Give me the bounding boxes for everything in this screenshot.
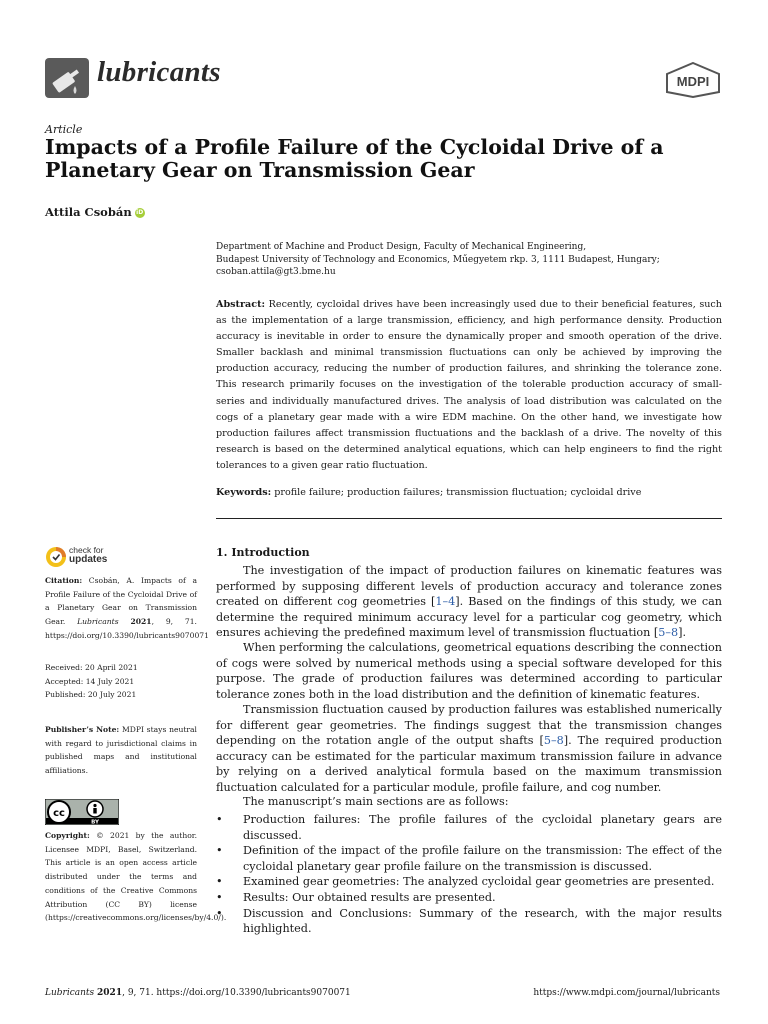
citation-link[interactable]: 5–8 <box>543 734 564 748</box>
citation-link[interactable]: 1–4 <box>435 595 456 609</box>
citation-text: Csobán, A. Impacts of a Profile Failure of the Cycloidal Drive of a Planetary Gear on Transmission Gear. <box>45 576 197 627</box>
published-date: Published: 20 July 2021 <box>45 690 137 700</box>
keywords-label: Keywords: <box>216 487 272 498</box>
author-row <box>45 205 145 219</box>
paragraph: Transmission fluctuation caused by production failures was established numerically for different gear geometries. The findings suggest that the transmission changes depending on the rotation angle of the output shafts [5–8]. The required production accuracy can be estimated for the particular maximum transmission failure in advance by relying on a derived analytical formula based on the maximum transmission fluctuation calculated for a particular module, profile failure, and cog number. <box>216 703 722 794</box>
author-name[interactable]: Attila Csobán <box>45 205 132 219</box>
received-date: Received: 20 April 2021 <box>45 663 138 672</box>
section-heading: 1. Introduction <box>216 546 310 559</box>
list-item: • Discussion and Conclusions: Summary of the research, with the major results highlighted. <box>216 906 722 937</box>
journal-name: lubricants <box>97 56 221 88</box>
orcid-icon[interactable]: iD <box>136 209 144 216</box>
copyright-text: © 2021 by the author. Licensee MDPI, Basel, Switzerland. This article is an open access article distributed under the terms and conditions of the Creative Commons Attribution (CC BY) license (https://creativecommons.org/licenses/by/4.0/). <box>45 831 227 923</box>
citation-year: 2021 <box>130 617 152 627</box>
copyright <box>45 829 227 925</box>
list-item: • Examined gear geometries: The analyzed cycloidal gear geometries are presented. <box>216 874 722 890</box>
affiliation <box>216 241 726 279</box>
copyright-label: Copyright: <box>45 831 90 840</box>
publisher-note <box>45 723 197 778</box>
journal-logo-icon <box>45 58 89 98</box>
keywords <box>216 487 722 498</box>
mdpi-logo-icon <box>664 62 722 98</box>
article-title: Impacts of a Profile Failure of the Cycloidal Drive of a Planetary Gear on Transmission Gear <box>45 135 664 182</box>
abstract-label: Abstract: <box>216 299 266 310</box>
footer-year: 2021 <box>97 988 123 998</box>
footer-url[interactable]: https://www.mdpi.com/journal/lubricants <box>533 988 720 998</box>
author-email[interactable]: csoban.attila@gt3.bme.hu <box>216 267 336 277</box>
abstract-text: Recently, cycloidal drives have been increasingly used due to their beneficial features, such as the implementation of a large transmission, efficiency, and high performance density. Production accuracy is inevitable in order to ensure the dynamically proper and smooth operation of the drive. Smaller backlash and minimal transmission fluctuations can only be achieved by improving the production accuracy, reducing the number of production failures, and shrinking the tolerance zone. This research primarily focuses on the investigation of the tolerable production accuracy of small-series and individually manufactured drives. The analysis of load distribution was calculated on the cogs of a planetary gear made with a wire EDM machine. On the other hand, we investigate how production failures affect transmission fluctuations and the backlash of a drive. The novelty of this research is based on the determined analytical equations, which can help engineers to find the right tolerances to a given gear ratio fluctuation. <box>216 299 722 471</box>
accepted-date: Accepted: 14 July 2021 <box>45 676 135 686</box>
list-item: • Results: Our obtained results are presented. <box>216 890 722 906</box>
footer-journal: Lubricants <box>45 988 95 998</box>
list-item: • Definition of the impact of the profile failure on the transmission: The effect of the cycloidal planetary gear profile failure on the transmission is discussed. <box>216 843 722 874</box>
check-updates-label: check for <box>69 545 104 555</box>
svg-text:cc: cc <box>53 808 65 819</box>
cc-by-license-icon[interactable] <box>45 799 119 825</box>
publisher-note-label: Publisher’s Note: <box>45 725 120 734</box>
citation-link[interactable]: 5–8 <box>658 626 679 640</box>
paragraph: When performing the calculations, geometrical equations describing the connection of cogs were solved by numerical methods using a special software developed for this purpose. The grade of production failures was determined according to particular tolerance zones both in the load distribution and the definition of kinematic features. <box>216 641 722 701</box>
abstract <box>216 297 722 474</box>
citation <box>45 574 209 643</box>
footer-doi[interactable]: , 9, 71. https://doi.org/10.3390/lubricants9070071 <box>122 988 351 998</box>
paragraph: The investigation of the impact of production failures on kinematic features was performed by supposing different levels of production accuracy and tolerance zones created on different cog geometries [1–4]. Based on the findings of this study, we can determine the required minimum accuracy level for a particular cog geometry, which ensures achieving the predefined maximum level of transmission fluctuation [5–8]. <box>216 564 722 640</box>
sections-list <box>216 812 722 937</box>
footer-citation <box>45 988 351 998</box>
publisher-name: MDPI <box>676 74 710 89</box>
check-for-updates-badge[interactable] <box>45 545 125 571</box>
dates <box>45 661 197 702</box>
affiliation-line: Budapest University of Technology and Economics, Műegyetem rkp. 3, 1111 Budapest, Hungary; <box>216 254 660 265</box>
cc-by-label: BY <box>91 819 99 825</box>
citation-label: Citation: <box>45 576 83 585</box>
affiliation-line: Department of Machine and Product Design, Faculty of Mechanical Engineering, <box>216 242 587 252</box>
check-updates-label-bold: updates <box>69 554 108 565</box>
publisher-note-text: MDPI stays neutral with regard to jurisdictional claims in published maps and institutional affiliations. <box>45 725 197 776</box>
article-type: Article <box>45 123 83 136</box>
citation-journal: Lubricants <box>77 617 119 627</box>
citation-doi[interactable]: , 9, 71. https://doi.org/10.3390/lubricants9070071 <box>45 617 209 640</box>
check-updates-icon <box>45 546 67 568</box>
list-item: • Production failures: The profile failures of the cycloidal planetary gears are discussed. <box>216 812 722 843</box>
paragraph: The manuscript’s main sections are as follows: <box>243 795 509 808</box>
keywords-text: profile failure; production failures; transmission fluctuation; cycloidal drive <box>274 487 642 498</box>
divider <box>216 518 722 519</box>
